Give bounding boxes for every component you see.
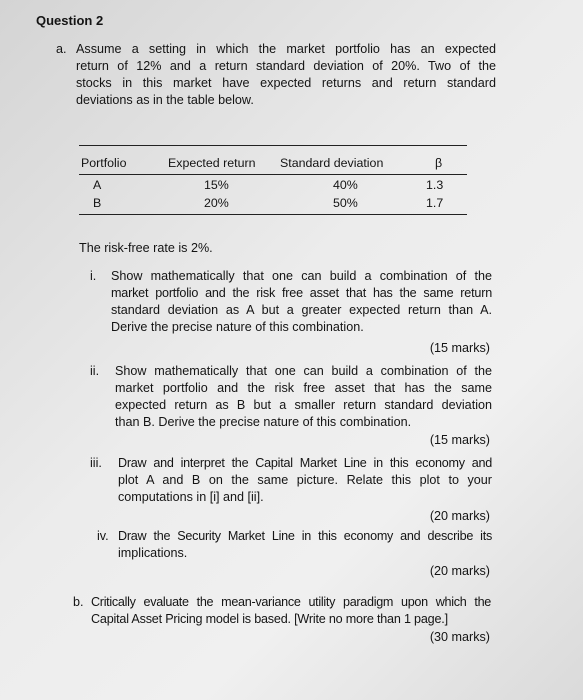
item-line: plot A and B on the same picture. Relate this plot to your <box>118 473 492 487</box>
item-line: expected return as B but a smaller return standard deviation <box>115 398 492 412</box>
item-line: Derive the precise nature of this combination. <box>111 320 364 334</box>
table-header: β <box>435 156 443 170</box>
table-top-rule <box>79 145 467 146</box>
part-b-label: b. <box>73 595 84 609</box>
item-ii-text <box>115 363 492 431</box>
item-marks: (20 marks) <box>429 564 490 578</box>
item-number: iv. <box>97 529 109 543</box>
item-line: market portfolio and the risk free asset that has the same return <box>111 286 492 300</box>
part-a-label: a. <box>56 42 67 56</box>
part-b-line: Capital Asset Pricing model is based. [Write no more than 1 page.] <box>91 612 448 626</box>
item-marks: (15 marks) <box>429 341 490 355</box>
part-b-text <box>91 594 491 628</box>
item-line: market portfolio and the risk free asset that has the same <box>115 381 492 395</box>
table-cell: 20% <box>204 196 229 210</box>
item-line: than B. Derive the precise nature of this combination. <box>115 415 412 429</box>
item-number: iii. <box>90 456 102 470</box>
item-number: ii. <box>90 364 100 378</box>
item-line: implications. <box>118 546 188 560</box>
table-cell: 1.3 <box>426 178 444 192</box>
table-header: Standard deviation <box>280 156 384 170</box>
question-title: Question 2 <box>36 13 104 28</box>
item-line: standard deviation as A but a greater expected return than A. <box>111 303 492 317</box>
table-cell: 1.7 <box>426 196 444 210</box>
part-a-line: deviations as in the table below. <box>76 93 254 107</box>
part-b-line: Critically evaluate the mean-variance utility paradigm upon which the <box>91 595 491 609</box>
part-a-line: return of 12% and a return standard deviation of 20%. Two of the <box>76 59 496 73</box>
item-line: Draw the Security Market Line in this economy and describe its <box>118 529 492 543</box>
item-marks: (15 marks) <box>429 433 490 447</box>
risk-free-text: The risk-free rate is 2%. <box>79 241 213 255</box>
table-header: Expected return <box>168 156 256 170</box>
table-cell: B <box>93 196 102 210</box>
part-a-line: stocks in this market have expected returns and return standard <box>76 76 496 90</box>
table-cell: A <box>93 178 102 192</box>
table-header-rule <box>79 174 467 175</box>
table-header: Portfolio <box>81 156 127 170</box>
item-line: computations in [i] and [ii]. <box>118 490 264 504</box>
part-a-text <box>76 41 496 109</box>
item-iii-text <box>118 455 492 506</box>
item-i-text <box>111 268 492 336</box>
table-cell: 15% <box>204 178 229 192</box>
item-line: Draw and interpret the Capital Market Line in this economy and <box>118 456 492 470</box>
table-cell: 40% <box>333 178 358 192</box>
item-iv-text <box>118 528 492 562</box>
item-line: Show mathematically that one can build a combination of the <box>115 364 492 378</box>
table-cell: 50% <box>333 196 358 210</box>
item-marks: (20 marks) <box>429 509 490 523</box>
item-line: Show mathematically that one can build a combination of the <box>111 269 492 283</box>
part-b-marks: (30 marks) <box>429 630 490 644</box>
item-number: i. <box>90 269 97 283</box>
table-bottom-rule <box>79 214 467 215</box>
part-a-line: Assume a setting in which the market portfolio has an expected <box>76 42 496 56</box>
